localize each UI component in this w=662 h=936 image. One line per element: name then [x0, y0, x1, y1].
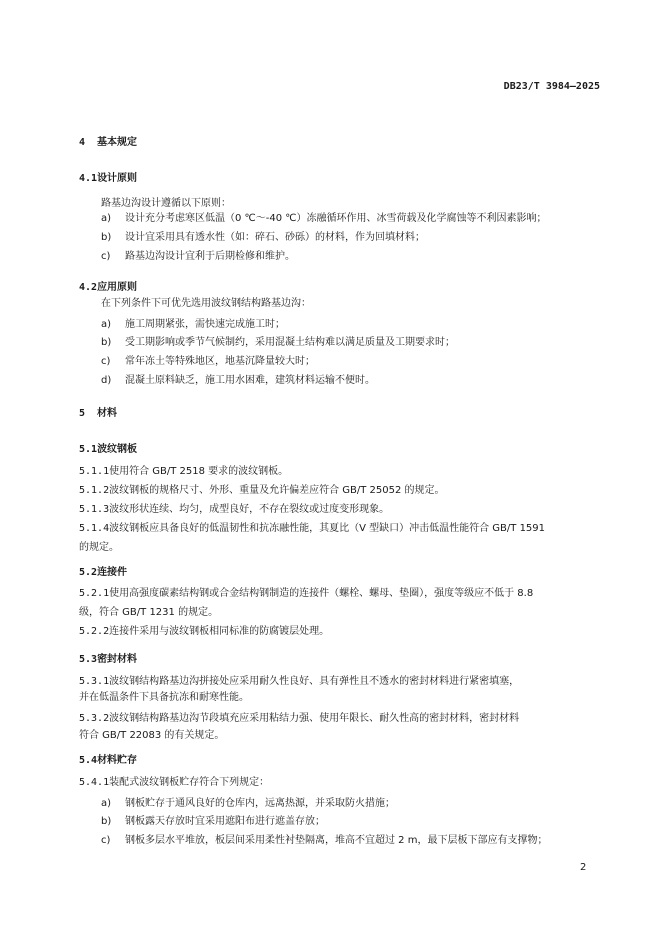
- line-text: 钢板露天存放时宜采用遮阳布进行遮盖存放；: [125, 816, 325, 827]
- paragraph-continuation: [79, 541, 600, 555]
- line-text: 材料贮存: [97, 755, 138, 766]
- line-text: 常年冻土等特殊地区，地基沉降量较大时；: [125, 356, 315, 367]
- item-number: 5.3: [79, 654, 98, 665]
- list-item: [101, 336, 600, 350]
- list-item: [101, 250, 600, 264]
- item-number: 5.2: [79, 567, 98, 578]
- item-number: 5.1.4: [79, 523, 110, 534]
- line-text: 施工周期紧张，需快速完成施工时；: [125, 319, 285, 330]
- line-text: 级，符合 GB/T 1231 的规定。: [79, 607, 219, 618]
- item-number: 5.3.1: [79, 676, 110, 687]
- list-item: [101, 212, 600, 226]
- item-number: b): [101, 232, 112, 243]
- section-heading: [79, 407, 600, 421]
- item-number: a): [101, 798, 112, 809]
- paragraph: [101, 197, 600, 211]
- document-id: DB23/T 3984—2025: [503, 81, 600, 92]
- item-number: 5.4: [79, 755, 98, 766]
- item-number: 4: [79, 137, 86, 148]
- item-number: 4.2: [79, 282, 98, 293]
- line-text: 连接件采用与波纹钢板相同标准的防腐镀层处理。: [109, 626, 330, 637]
- line-text: 波纹形状连续、均匀，成型良好，不存在裂纹或过度变形现象。: [109, 504, 390, 515]
- item-number: b): [101, 816, 112, 827]
- item-number: c): [101, 356, 111, 367]
- line-text: 设计宜采用具有透水性（如：碎石、砂砾）的材料，作为回填材料；: [125, 232, 425, 243]
- item-number: d): [101, 375, 112, 386]
- line-text: 钢板多层水平堆放，板层间采用柔性衬垫隔离，堆高不宜超过 2 m，最下层板下部应有支撑物；: [125, 835, 548, 846]
- item-number: 4.1: [79, 173, 98, 184]
- clause: [79, 587, 600, 601]
- clause: [79, 712, 600, 726]
- line-text: 在下列条件下可优先选用波纹钢结构路基边沟：: [101, 298, 311, 309]
- item-number: a): [101, 213, 112, 224]
- section-heading: [79, 172, 600, 186]
- line-text: 受工期影响或季节气候制约，采用混凝土结构难以满足质量及工期要求时；: [125, 337, 455, 348]
- line-text: 钢板贮存于通风良好的仓库内，远离热源，并采取防火措施；: [125, 798, 395, 809]
- item-number: 5.2.1: [79, 588, 110, 599]
- item-number: 5.2.2: [79, 626, 110, 637]
- line-text: 路基边沟设计宜利于后期检修和维护。: [125, 251, 295, 262]
- line-text: 波纹钢结构路基边沟拼接处应采用耐久性良好、具有弹性且不透水的密封材料进行紧密填塞，: [109, 676, 520, 687]
- item-number: 5: [79, 408, 86, 419]
- item-number: a): [101, 319, 112, 330]
- list-item: [101, 797, 600, 811]
- line-text: 波纹钢板应具备良好的低温韧性和抗冻融性能，其夏比（V 型缺口）冲击低温性能符合 GB/T 1591: [109, 523, 546, 534]
- clause: [79, 503, 600, 517]
- section-heading: [79, 754, 600, 768]
- line-text: 的规定。: [79, 542, 119, 553]
- line-text: 波纹钢板的规格尺寸、外形、重量及允许偏差应符合 GB/T 25052 的规定。: [109, 485, 445, 496]
- item-number: 5.1.2: [79, 485, 110, 496]
- clause: [79, 522, 600, 536]
- item-number: c): [101, 251, 111, 262]
- section-heading: [79, 653, 600, 667]
- item-number: 5.4.1: [79, 777, 110, 788]
- list-item: [101, 231, 600, 245]
- line-text: 材料: [97, 408, 117, 419]
- line-text: 并在低温条件下具备抗冻和耐寒性能。: [79, 692, 249, 703]
- item-number: c): [101, 835, 111, 846]
- paragraph: [101, 297, 600, 311]
- line-text: 设计充分考虑寒区低温（0 ℃～-40 ℃）冻融循环作用、冰雪荷载及化学腐蚀等不利因素影响；: [125, 213, 547, 224]
- section-heading: [79, 281, 600, 295]
- list-item: [101, 815, 600, 829]
- line-text: 连接件: [97, 567, 128, 578]
- item-number: 5.1: [79, 444, 98, 455]
- line-text: 设计原则: [97, 173, 138, 184]
- line-text: 使用符合 GB/T 2518 要求的波纹钢板。: [109, 466, 289, 477]
- clause: [79, 675, 600, 689]
- paragraph-continuation: [79, 691, 600, 705]
- clause: [79, 625, 600, 639]
- list-item: [101, 374, 600, 388]
- line-text: 基本规定: [97, 137, 137, 148]
- page-number: 2: [580, 862, 587, 873]
- line-text: 装配式波纹钢板贮存符合下列规定：: [109, 777, 270, 788]
- section-heading: [79, 136, 600, 150]
- clause: [79, 484, 600, 498]
- item-number: 5.1.1: [79, 466, 110, 477]
- list-item: [101, 834, 600, 848]
- item-number: 5.1.3: [79, 504, 110, 515]
- list-item: [101, 318, 600, 332]
- paragraph-continuation: [79, 606, 600, 620]
- line-text: 波纹钢结构路基边沟节段填充应采用粘结力强、使用年限长、耐久性高的密封材料，密封材料: [109, 713, 520, 724]
- clause: [79, 465, 600, 479]
- clause: [79, 776, 600, 790]
- line-text: 符合 GB/T 22083 的有关规定。: [79, 730, 225, 741]
- line-text: 应用原则: [97, 282, 138, 293]
- line-text: 波纹钢板: [97, 444, 138, 455]
- line-text: 使用高强度碳素结构钢或合金结构钢制造的连接件（螺栓、螺母、垫圈），强度等级应不低于 8.8: [109, 588, 534, 599]
- list-item: [101, 355, 600, 369]
- section-heading: [79, 443, 600, 457]
- item-number: 5.3.2: [79, 713, 110, 724]
- line-text: 混凝土原料缺乏，施工用水困难，建筑材料运输不便时。: [125, 375, 375, 386]
- item-number: b): [101, 337, 112, 348]
- line-text: 路基边沟设计遵循以下原则：: [101, 198, 231, 209]
- line-text: 密封材料: [97, 654, 138, 665]
- section-heading: [79, 566, 600, 580]
- paragraph-continuation: [79, 729, 600, 743]
